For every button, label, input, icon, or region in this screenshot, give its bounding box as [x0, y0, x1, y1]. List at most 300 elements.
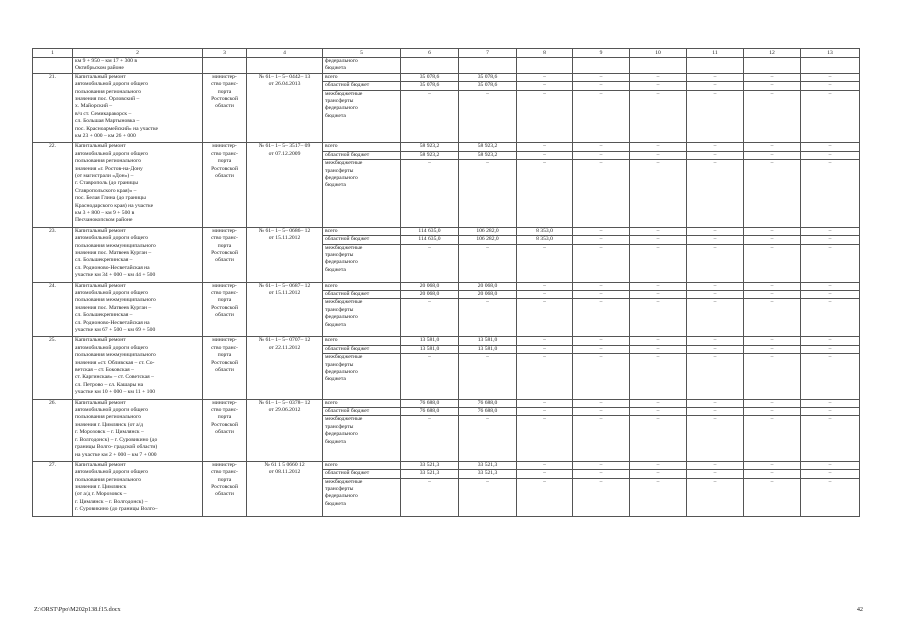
- object-name-line: сл. Петрово – сл. Кашары на: [75, 381, 144, 388]
- value-col-12: –: [744, 90, 801, 143]
- value-col-12: –: [744, 244, 801, 282]
- value-col-9: –: [573, 470, 630, 478]
- value-year-1: 106 282,0: [459, 227, 517, 235]
- value-col-10: –: [630, 244, 687, 282]
- funding-source-line: всего: [325, 337, 338, 344]
- customer-line: министер-: [212, 73, 237, 80]
- column-number-3: 3: [203, 49, 247, 58]
- customer-line: Ростовской: [211, 421, 238, 428]
- object-name-line: автомобильной дороги общего: [75, 235, 149, 242]
- value-col-12: –: [744, 143, 801, 151]
- value-total: 20 068,0: [401, 291, 459, 299]
- customer-line: области: [215, 367, 234, 374]
- object-name-line: Капитальный ремонт: [75, 461, 126, 468]
- value-year-1: 35 078,6: [459, 82, 517, 90]
- funding-source: [323, 408, 401, 416]
- value-year-1: 76 688,0: [459, 399, 517, 407]
- value-col-13: –: [801, 160, 860, 228]
- funding-source: [323, 354, 401, 399]
- value-col-12: –: [744, 82, 801, 90]
- funding-source-line: федерального: [325, 175, 358, 182]
- value-col-12: –: [744, 299, 801, 337]
- value-col-10: –: [630, 291, 687, 299]
- funding-source-line: федерального: [325, 105, 358, 112]
- value-col-11: –: [687, 282, 744, 290]
- value-year-1: 20 068,0: [459, 291, 517, 299]
- value-total: –: [401, 160, 459, 228]
- value-total: –: [401, 478, 459, 516]
- customer-line: области: [215, 103, 234, 110]
- funding-source-line: межбюджетные: [325, 160, 363, 167]
- value-col-9: –: [573, 299, 630, 337]
- object-name-line: пос. Красноармейский» на участке: [75, 125, 159, 132]
- document-ref: [247, 143, 323, 227]
- object-name-line: пользования регионального: [75, 476, 142, 483]
- value-col-10: –: [630, 337, 687, 345]
- object-name-line: значения «г. Ростов-на-Дону: [75, 165, 143, 172]
- customer-line: порта: [217, 352, 232, 359]
- value-col-11: –: [687, 408, 744, 416]
- value-col-9: –: [573, 408, 630, 416]
- funding-source-line: межбюджетные: [325, 354, 363, 361]
- value-total: 33 521,3: [401, 470, 459, 478]
- value-col-13: –: [801, 299, 860, 337]
- value-col-13: –: [801, 143, 860, 151]
- object-name: [73, 73, 203, 143]
- value-col-12: –: [744, 282, 801, 290]
- object-name-line: сл. Родионово-Несветайская на: [75, 264, 150, 271]
- document-ref: [247, 58, 323, 74]
- table-body: [33, 58, 860, 517]
- funding-source-line: межбюджетные: [325, 478, 363, 485]
- funding-source: [323, 478, 401, 516]
- customer-line: Ростовской: [211, 96, 238, 103]
- value-col-9: –: [573, 461, 630, 469]
- value-year-1: 13 581,0: [459, 345, 517, 353]
- value-col-11: –: [687, 160, 744, 228]
- object-name-line: значения пос. Матвеев Курган –: [75, 250, 152, 257]
- value-total: 114 635,0: [401, 227, 459, 235]
- value-year-1: 58 923,2: [459, 151, 517, 159]
- customer-line: области: [215, 173, 234, 180]
- document-ref-line: № 61– 1– 5– 0442– 13: [258, 73, 311, 80]
- funding-source: [323, 151, 401, 159]
- object-name-line: участке км 34 + 000 – км 44 + 500: [75, 272, 156, 279]
- value-col-11: –: [687, 236, 744, 244]
- value-year-2: –: [517, 73, 573, 81]
- funding-source: [323, 236, 401, 244]
- value-year-2: –: [517, 478, 573, 516]
- value-col-12: –: [744, 160, 801, 228]
- customer: [203, 58, 247, 74]
- column-number-9: 9: [573, 49, 630, 58]
- value-col-9: –: [573, 345, 630, 353]
- funding-source: [323, 143, 401, 151]
- value-col-9: –: [573, 291, 630, 299]
- value-col-11: –: [687, 151, 744, 159]
- value-total: –: [401, 299, 459, 337]
- object-name-line: (от магистрали «Дон») –: [75, 173, 134, 180]
- value-total: –: [401, 354, 459, 399]
- document-ref: [247, 399, 323, 461]
- value-col-10: –: [630, 143, 687, 151]
- value-year-1: 20 068,0: [459, 282, 517, 290]
- column-numbers-row: [33, 49, 860, 58]
- object-name-line: Октябрьском районе: [75, 65, 124, 72]
- customer: [203, 337, 247, 399]
- value-col-11: –: [687, 461, 744, 469]
- document-ref-line: № 61– 1– 5– 0687– 12: [258, 282, 311, 289]
- value-year-2: –: [517, 416, 573, 461]
- value-year-2: –: [517, 345, 573, 353]
- funding-source-line: трансферты: [325, 98, 354, 105]
- document-ref-line: от 26.04.2013: [268, 81, 301, 88]
- column-number-5: 5: [323, 49, 401, 58]
- value-col-11: –: [687, 345, 744, 353]
- funding-source-line: федерального: [325, 369, 358, 376]
- value-year-1: –: [459, 90, 517, 143]
- value-col-13: –: [801, 399, 860, 407]
- object-name-line: пользования межмуниципального: [75, 242, 156, 249]
- document-sheet: [32, 48, 859, 517]
- value-col-9: –: [573, 90, 630, 143]
- customer-line: ство транс-: [211, 344, 238, 351]
- value-year-2: –: [517, 354, 573, 399]
- funding-source-line: федерального: [325, 431, 358, 438]
- value-year-1: 58 923,2: [459, 143, 517, 151]
- value-col-12: [744, 58, 801, 74]
- value-total: 58 923,2: [401, 151, 459, 159]
- value-col-11: –: [687, 143, 744, 151]
- document-ref: [247, 227, 323, 282]
- funding-source-line: трансферты: [325, 306, 354, 313]
- value-year-2: –: [517, 291, 573, 299]
- object-name-line: ст. Каргинская» – ст. Советская –: [75, 374, 154, 381]
- value-col-9: –: [573, 282, 630, 290]
- table-row: [33, 58, 860, 74]
- funding-source-line: областной бюджет: [325, 82, 370, 89]
- customer-line: Ростовской: [211, 484, 238, 491]
- value-col-13: –: [801, 291, 860, 299]
- funding-source: [323, 337, 401, 345]
- object-name: [73, 227, 203, 282]
- value-total: 114 635,0: [401, 236, 459, 244]
- value-col-10: –: [630, 299, 687, 337]
- funding-source-line: всего: [325, 461, 338, 468]
- object-name-line: Краснодарского края) на участке: [75, 202, 154, 209]
- value-col-6: [401, 58, 459, 74]
- funding-source-line: всего: [325, 143, 338, 150]
- document-ref-line: от 08.11.2012: [268, 469, 301, 476]
- funding-source: [323, 299, 401, 337]
- object-name-line: автомобильной дороги общего: [75, 150, 149, 157]
- value-col-12: –: [744, 236, 801, 244]
- value-col-12: –: [744, 399, 801, 407]
- object-name-line: пользования регионального: [75, 158, 142, 165]
- object-name-line: участке км 10 + 000 – км 11 + 100: [75, 389, 156, 396]
- funding-source: [323, 416, 401, 461]
- funding-source-line: областной бюджет: [325, 291, 370, 298]
- funding-source-line: областной бюджет: [325, 151, 370, 158]
- customer-line: ство транс-: [211, 150, 238, 157]
- value-col-10: –: [630, 82, 687, 90]
- value-total: 76 688,0: [401, 399, 459, 407]
- object-name-line: значения пос. Матвеев Курган –: [75, 304, 152, 311]
- value-col-9: –: [573, 337, 630, 345]
- value-col-11: –: [687, 244, 744, 282]
- funding-source-line: бюджета: [325, 321, 346, 328]
- value-col-12: –: [744, 461, 801, 469]
- value-year-2: –: [517, 408, 573, 416]
- value-col-13: –: [801, 470, 860, 478]
- funding-source-line: межбюджетные: [325, 90, 363, 97]
- value-year-1: 35 078,6: [459, 73, 517, 81]
- object-name-line: Капитальный ремонт: [75, 337, 126, 344]
- funding-source-line: бюджета: [325, 182, 346, 189]
- value-year-2: –: [517, 299, 573, 337]
- table-row: [33, 143, 860, 151]
- object-name-line: на участке км 2 + 000 – км 7 + 000: [75, 451, 157, 458]
- value-year-1: 33 521,3: [459, 470, 517, 478]
- funding-source-line: межбюджетные: [325, 416, 363, 423]
- customer-line: ство транс-: [211, 290, 238, 297]
- funding-source: [323, 90, 401, 143]
- funding-source: [323, 345, 401, 353]
- object-name-line: значения г. Цимлянск (от а/д: [75, 421, 144, 428]
- funding-source: [323, 244, 401, 282]
- value-col-9: –: [573, 244, 630, 282]
- object-name: [73, 143, 203, 227]
- value-year-1: –: [459, 244, 517, 282]
- value-col-13: –: [801, 345, 860, 353]
- value-col-9: –: [573, 73, 630, 81]
- customer-line: порта: [217, 158, 232, 165]
- page-number: 42: [856, 606, 863, 613]
- value-col-13: –: [801, 478, 860, 516]
- row-number: 24.: [33, 282, 73, 337]
- value-col-13: –: [801, 354, 860, 399]
- value-year-2: –: [517, 160, 573, 228]
- document-ref-line: № 61– 1– 5– 0378– 12: [258, 399, 311, 406]
- value-col-11: –: [687, 478, 744, 516]
- column-number-1: 1: [33, 49, 73, 58]
- column-number-8: 8: [517, 49, 573, 58]
- value-col-10: –: [630, 478, 687, 516]
- row-number: 23.: [33, 227, 73, 282]
- object-name-line: г. Цимлянск – г. Волгодонск) –: [75, 498, 148, 505]
- value-col-8: [517, 58, 573, 74]
- table-row: [33, 337, 860, 345]
- value-total: –: [401, 244, 459, 282]
- value-total: –: [401, 416, 459, 461]
- value-year-1: 13 581,0: [459, 337, 517, 345]
- value-col-11: –: [687, 470, 744, 478]
- funding-source: [323, 160, 401, 228]
- value-year-1: 76 688,0: [459, 408, 517, 416]
- object-name-line: г. Морозовск – г. Цимлянск –: [75, 429, 144, 436]
- funding-source-line: областной бюджет: [325, 470, 370, 477]
- value-total: –: [401, 90, 459, 143]
- value-col-12: –: [744, 345, 801, 353]
- value-year-1: –: [459, 299, 517, 337]
- customer-line: порта: [217, 476, 232, 483]
- funding-source: [323, 73, 401, 81]
- value-col-11: –: [687, 299, 744, 337]
- value-col-10: –: [630, 345, 687, 353]
- funding-source-line: всего: [325, 282, 338, 289]
- value-year-2: –: [517, 82, 573, 90]
- customer-line: министер-: [212, 143, 237, 150]
- value-col-11: –: [687, 354, 744, 399]
- value-col-11: –: [687, 337, 744, 345]
- row-number: 27.: [33, 461, 73, 516]
- customer-line: ство транс-: [211, 235, 238, 242]
- value-col-10: –: [630, 73, 687, 81]
- table-row: [33, 282, 860, 290]
- file-path: Z:\ORST\Ppo\M202p138.f15.docx: [34, 606, 121, 613]
- customer-line: министер-: [212, 282, 237, 289]
- object-name-line: автомобильной дороги общего: [75, 407, 149, 414]
- value-col-11: –: [687, 90, 744, 143]
- value-total: 58 923,2: [401, 143, 459, 151]
- funding-source: [323, 227, 401, 235]
- value-col-9: –: [573, 354, 630, 399]
- value-col-9: –: [573, 143, 630, 151]
- value-col-11: –: [687, 399, 744, 407]
- funding-source-line: трансферты: [325, 167, 354, 174]
- value-col-11: –: [687, 82, 744, 90]
- value-col-9: [573, 58, 630, 74]
- object-name-line: пользования регионального: [75, 414, 142, 421]
- value-col-9: –: [573, 151, 630, 159]
- funding-source-line: бюджета: [325, 376, 346, 383]
- value-col-11: –: [687, 227, 744, 235]
- object-name-line: х. Майорский –: [75, 103, 113, 110]
- column-number-4: 4: [247, 49, 323, 58]
- customer: [203, 227, 247, 282]
- funding-source-line: трансферты: [325, 252, 354, 259]
- customer-line: Ростовской: [211, 250, 238, 257]
- object-name-line: автомобильной дороги общего: [75, 290, 149, 297]
- object-name-line: значения г. Цимлянск: [75, 484, 127, 491]
- object-name-line: Капитальный ремонт: [75, 282, 126, 289]
- column-number-7: 7: [459, 49, 517, 58]
- customer-line: области: [215, 429, 234, 436]
- row-number: [33, 58, 73, 74]
- document-ref-line: от 22.11.2012: [268, 344, 301, 351]
- funding-source-line: федерального: [325, 314, 358, 321]
- row-number: 25.: [33, 337, 73, 399]
- value-total: 35 078,6: [401, 73, 459, 81]
- document-ref-line: № 61– 1– 5– 3517– 09: [258, 143, 311, 150]
- column-number-6: 6: [401, 49, 459, 58]
- value-col-9: –: [573, 227, 630, 235]
- value-col-9: –: [573, 82, 630, 90]
- value-col-10: [630, 58, 687, 74]
- value-col-13: –: [801, 90, 860, 143]
- funding-source-line: федерального: [325, 58, 358, 64]
- object-name-line: значения «ст. Обливская – ст. Со-: [75, 359, 155, 366]
- funding-source-line: межбюджетные: [325, 244, 363, 251]
- customer-line: порта: [217, 88, 232, 95]
- customer: [203, 282, 247, 337]
- value-col-13: –: [801, 244, 860, 282]
- value-col-13: [801, 58, 860, 74]
- object-name-line: автомобильной дороги общего: [75, 469, 149, 476]
- funding-source: [323, 399, 401, 407]
- value-col-13: –: [801, 408, 860, 416]
- document-ref: [247, 73, 323, 143]
- table-row: [33, 461, 860, 469]
- customer-line: Ростовской: [211, 304, 238, 311]
- customer-line: министер-: [212, 227, 237, 234]
- value-col-10: –: [630, 90, 687, 143]
- value-col-10: –: [630, 151, 687, 159]
- value-year-2: –: [517, 337, 573, 345]
- value-col-12: –: [744, 227, 801, 235]
- value-col-9: –: [573, 478, 630, 516]
- funding-source: [323, 282, 401, 290]
- object-name: [73, 461, 203, 516]
- value-year-2: –: [517, 282, 573, 290]
- customer: [203, 73, 247, 143]
- funding-source-line: трансферты: [325, 423, 354, 430]
- object-name-line: границы Волго- градской области): [75, 444, 158, 451]
- value-total: 35 078,6: [401, 82, 459, 90]
- value-year-2: –: [517, 399, 573, 407]
- value-col-10: –: [630, 461, 687, 469]
- funding-source-line: бюджета: [325, 500, 346, 507]
- object-name-line: сл. Родионово-Несветайская на: [75, 319, 150, 326]
- object-name: [73, 58, 203, 74]
- customer-line: порта: [217, 414, 232, 421]
- customer: [203, 461, 247, 516]
- value-col-13: –: [801, 82, 860, 90]
- value-col-12: –: [744, 478, 801, 516]
- object-name-line: км 9 + 950 – км 17 + 300 в: [75, 58, 138, 64]
- value-col-13: –: [801, 73, 860, 81]
- funding-source-line: областной бюджет: [325, 408, 370, 415]
- object-name-line: значения пос. Орловский –: [75, 96, 140, 103]
- value-col-13: –: [801, 461, 860, 469]
- value-col-10: –: [630, 160, 687, 228]
- funding-source-line: всего: [325, 227, 338, 234]
- value-year-1: –: [459, 416, 517, 461]
- value-col-9: –: [573, 160, 630, 228]
- column-number-12: 12: [744, 49, 801, 58]
- document-ref: [247, 461, 323, 516]
- funding-source-line: трансферты: [325, 486, 354, 493]
- column-number-13: 13: [801, 49, 860, 58]
- customer-line: министер-: [212, 337, 237, 344]
- value-year-2: –: [517, 143, 573, 151]
- value-col-13: –: [801, 337, 860, 345]
- funding-source-line: бюджета: [325, 266, 346, 273]
- customer: [203, 143, 247, 227]
- object-name-line: Капитальный ремонт: [75, 73, 126, 80]
- object-name-line: пользования регионального: [75, 88, 142, 95]
- funding-source-line: бюджета: [325, 112, 346, 119]
- value-col-12: –: [744, 151, 801, 159]
- value-total: 76 688,0: [401, 408, 459, 416]
- value-col-12: –: [744, 354, 801, 399]
- document-ref: [247, 337, 323, 399]
- document-ref-line: от 15.11.2012: [268, 290, 301, 297]
- object-name-line: участке км 67 + 500 – км 69 + 500: [75, 327, 156, 334]
- value-col-10: –: [630, 470, 687, 478]
- value-col-12: –: [744, 291, 801, 299]
- value-col-13: –: [801, 416, 860, 461]
